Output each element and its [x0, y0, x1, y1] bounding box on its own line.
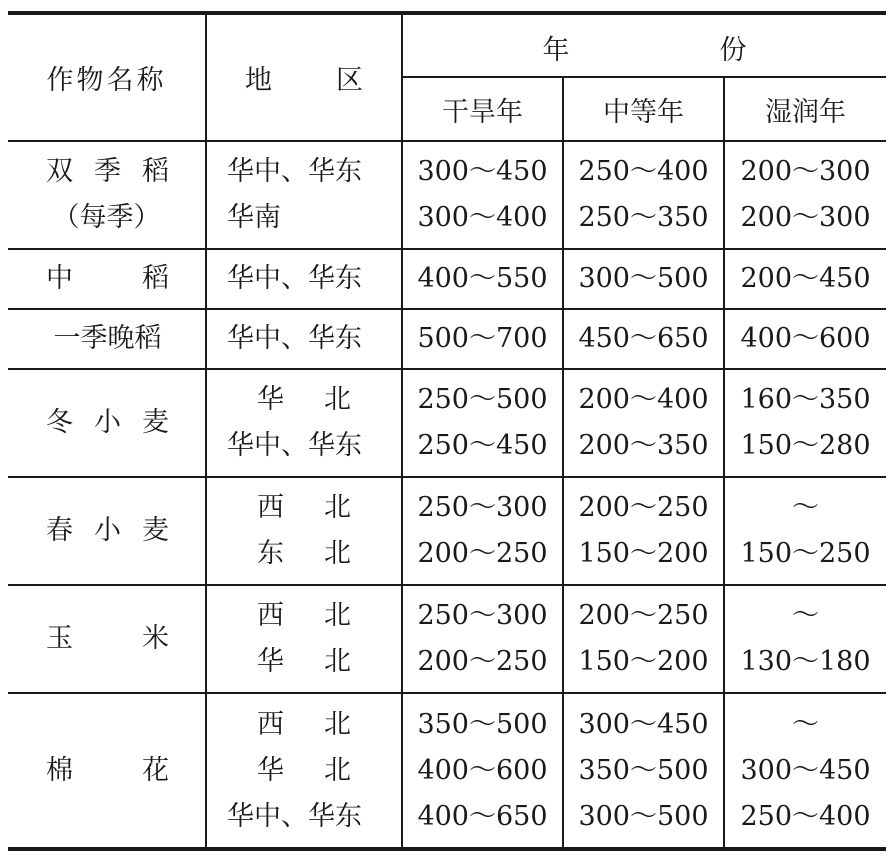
- dry-year-value-cell: [402, 309, 563, 369]
- header-wet-year-label: 湿润年: [765, 96, 846, 128]
- water-requirement-value: 200～350: [578, 430, 709, 461]
- crop-name-text: 小: [94, 515, 121, 546]
- region-text-part: 北: [324, 754, 351, 786]
- region-text: [207, 702, 401, 748]
- water-requirement-value: 350～500: [417, 708, 548, 740]
- crop-name-text: 中: [46, 263, 73, 294]
- region-cell: [206, 369, 402, 477]
- water-requirement-value: 300～450: [417, 156, 548, 187]
- crop-name-line: [8, 748, 205, 794]
- region-text-part: 北: [324, 492, 351, 523]
- region-text: 华中、华东: [227, 263, 362, 294]
- water-requirement-value: 160～350: [740, 384, 871, 415]
- wet-year-value-cell: [724, 249, 886, 309]
- water-requirement-value: 200～300: [740, 156, 871, 187]
- water-requirement-value: 150～200: [578, 538, 709, 569]
- water-requirement-value: 200～250: [417, 538, 548, 569]
- crop-name-cell: [8, 249, 206, 309]
- region-text-part: 北: [324, 708, 351, 740]
- crop-name-line: [8, 256, 205, 302]
- dry-year-value-cell: [402, 141, 563, 249]
- region-text-part: 北: [324, 646, 351, 677]
- water-requirement-value: 250～350: [578, 202, 709, 233]
- region-text: 华中、华东: [227, 156, 362, 187]
- crop-name-line: [8, 316, 205, 362]
- header-dry-year-label: 干旱年: [442, 96, 523, 128]
- header-normal-year: [563, 77, 724, 141]
- normal-year-value-cell: [563, 693, 724, 849]
- water-requirement-value: ～: [792, 600, 819, 631]
- normal-year-value-cell: [563, 141, 724, 249]
- crop-name-text: 季: [94, 156, 121, 187]
- wet-year-value-cell: [724, 693, 886, 849]
- water-requirement-value: 400～650: [417, 800, 548, 832]
- crop-name-text: 玉: [46, 623, 73, 654]
- normal-year-value-cell: [563, 477, 724, 585]
- region-cell: [206, 309, 402, 369]
- water-requirement-value: 150～250: [740, 538, 871, 569]
- region-text-part: 北: [324, 538, 351, 569]
- region-text-part: 西: [257, 492, 284, 523]
- region-cell: [206, 249, 402, 309]
- water-requirement-value: 250～450: [417, 430, 548, 461]
- water-requirement-value: 300～500: [578, 263, 709, 294]
- table-body: [8, 141, 886, 849]
- water-requirement-value: 300～400: [417, 202, 548, 233]
- header-year-char-2: 份: [719, 35, 747, 66]
- crop-name-text: 双: [46, 156, 73, 187]
- water-requirement-value: 250～300: [417, 600, 548, 631]
- dry-year-value-cell: [402, 477, 563, 585]
- crop-name-text: 棉: [46, 754, 73, 786]
- table-row: [8, 249, 886, 309]
- region-text-part: 华: [257, 646, 284, 677]
- region-text: 华南: [227, 202, 281, 233]
- crop-name-text: 米: [142, 623, 169, 654]
- table-row: [8, 369, 886, 477]
- header-region-char-2: 区: [336, 65, 363, 96]
- table-row: [8, 693, 886, 849]
- region-cell: [206, 141, 402, 249]
- region-cell: [206, 585, 402, 693]
- crop-name-text: 一季晚稻: [53, 323, 162, 354]
- dry-year-value-cell: [402, 585, 563, 693]
- header-crop-name: [8, 13, 206, 141]
- water-requirement-value: 400～600: [417, 754, 548, 786]
- crop-name-text: 小: [94, 407, 121, 438]
- region-text: [207, 639, 401, 685]
- crop-name-text: 稻: [142, 156, 169, 187]
- region-text: [207, 748, 401, 794]
- normal-year-value-cell: [563, 309, 724, 369]
- water-requirement-value: 150～280: [740, 430, 871, 461]
- header-crop-name-label: 作物名称: [46, 65, 167, 96]
- dry-year-value-cell: [402, 693, 563, 849]
- water-requirement-value: 130～180: [740, 646, 871, 677]
- water-requirement-value: 200～250: [578, 492, 709, 523]
- water-requirement-value: 300～450: [578, 708, 709, 740]
- wet-year-value-cell: [724, 309, 886, 369]
- normal-year-value-cell: [563, 585, 724, 693]
- water-requirement-value: 250～500: [417, 384, 548, 415]
- region-text-part: 北: [324, 600, 351, 631]
- region-text-part: 华: [257, 384, 284, 415]
- water-requirement-value: 250～400: [740, 800, 871, 832]
- region-text-part: 北: [324, 384, 351, 415]
- water-requirement-value: 200～300: [740, 202, 871, 233]
- region-text: 华中、华东: [227, 800, 362, 832]
- crop-name-cell: [8, 309, 206, 369]
- region-cell: [206, 693, 402, 849]
- region-text-part: 东: [257, 538, 284, 569]
- table-row: [8, 585, 886, 693]
- header-region: [206, 13, 402, 141]
- region-text: [207, 485, 401, 531]
- water-requirement-value: 500～700: [417, 323, 548, 354]
- water-requirement-value: 150～200: [578, 646, 709, 677]
- dry-year-value-cell: [402, 369, 563, 477]
- header-normal-year-label: 中等年: [603, 96, 684, 128]
- crop-name-text: 春: [46, 515, 73, 546]
- crop-name-text: 稻: [142, 263, 169, 294]
- crop-name-line: [8, 195, 205, 241]
- water-requirement-value: 200～450: [740, 263, 871, 294]
- region-text: [207, 593, 401, 639]
- crop-name-text: 麦: [142, 515, 169, 546]
- crop-name-line: [8, 149, 205, 195]
- water-requirement-value: 250～400: [578, 156, 709, 187]
- region-text-part: 西: [257, 600, 284, 631]
- region-cell: [206, 477, 402, 585]
- wet-year-value-cell: [724, 141, 886, 249]
- region-text-part: 华: [257, 754, 284, 786]
- crop-water-table: [8, 11, 886, 851]
- water-requirement-value: 400～600: [740, 323, 871, 354]
- wet-year-value-cell: [724, 477, 886, 585]
- water-requirement-value: 450～650: [578, 323, 709, 354]
- water-requirement-value: 200～400: [578, 384, 709, 415]
- crop-name-line: [8, 508, 205, 554]
- header-wet-year: [724, 77, 886, 141]
- crop-name-cell: [8, 141, 206, 249]
- crop-name-cell: [8, 693, 206, 849]
- wet-year-value-cell: [724, 585, 886, 693]
- region-text: 华中、华东: [227, 323, 362, 354]
- water-requirement-value: ～: [792, 708, 819, 740]
- crop-name-text: 花: [142, 754, 169, 786]
- crop-name-text: 冬: [46, 407, 73, 438]
- water-requirement-value: 200～250: [578, 600, 709, 631]
- region-text-part: 西: [257, 708, 284, 740]
- region-text: [207, 531, 401, 577]
- region-text: 华中、华东: [227, 430, 362, 461]
- table-row: [8, 309, 886, 369]
- crop-name-text: 麦: [142, 407, 169, 438]
- water-requirement-value: 250～300: [417, 492, 548, 523]
- crop-name-line: [8, 616, 205, 662]
- crop-name-cell: [8, 477, 206, 585]
- table-row: [8, 141, 886, 249]
- crop-name-cell: [8, 369, 206, 477]
- crop-name-line: [8, 400, 205, 446]
- region-text: [207, 377, 401, 423]
- crop-name-cell: [8, 585, 206, 693]
- normal-year-value-cell: [563, 369, 724, 477]
- crop-name-text: （每季）: [52, 202, 161, 233]
- wet-year-value-cell: [724, 369, 886, 477]
- water-requirement-value: 350～500: [578, 754, 709, 786]
- water-requirement-value: 400～550: [417, 263, 548, 294]
- table-row: [8, 477, 886, 585]
- header-year: [402, 13, 886, 77]
- header-dry-year: [402, 77, 563, 141]
- water-requirement-value: 300～450: [740, 754, 871, 786]
- water-requirement-value: 300～500: [578, 800, 709, 832]
- dry-year-value-cell: [402, 249, 563, 309]
- normal-year-value-cell: [563, 249, 724, 309]
- header-year-char-1: 年: [542, 35, 570, 66]
- water-requirement-value: ～: [792, 492, 819, 523]
- header-region-char-1: 地: [245, 65, 272, 96]
- water-requirement-value: 200～250: [417, 646, 548, 677]
